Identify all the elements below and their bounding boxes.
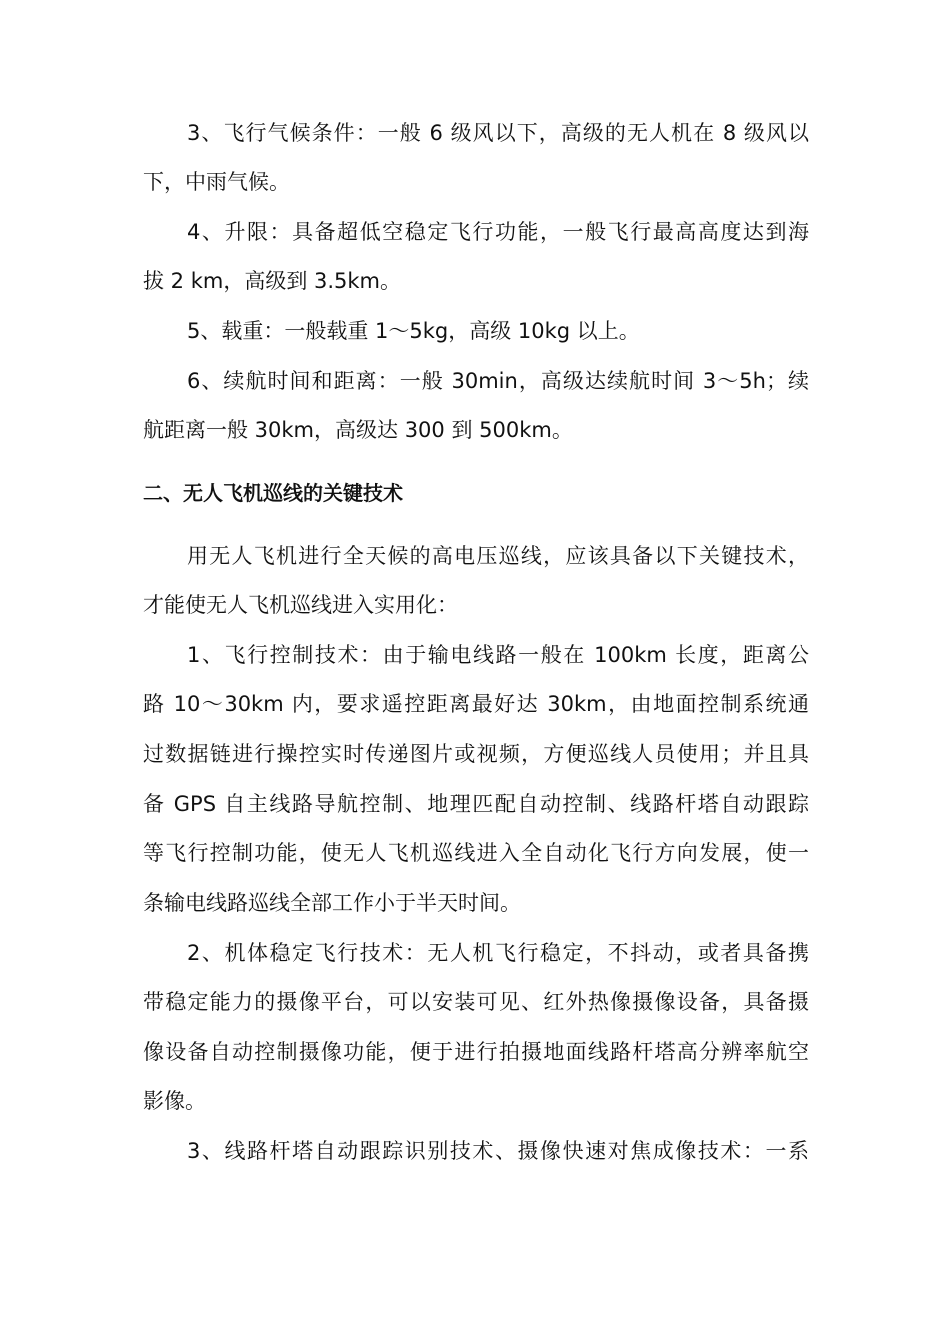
text-line: 影像。 [143,1089,206,1113]
text-line: 带稳定能力的摄像平台，可以安装可见、红外热像摄像设备，具备摄 [143,990,809,1014]
text-line: 1、飞行控制技术：由于输电线路一般在 100km 长度，距离公 [187,643,809,667]
text-line: 航距离一般 30km，高级达 300 到 500km。 [143,418,573,442]
text-line: 下，中雨气候。 [143,170,290,194]
text-line: 2、机体稳定飞行技术：无人机飞行稳定，不抖动，或者具备携 [187,941,809,965]
text-line: 条输电线路巡线全部工作小于半天时间。 [143,891,521,915]
text-line: 才能使无人飞机巡线进入实用化： [143,593,458,617]
text-line: 路 10～30km 内，要求遥控距离最好达 30km，由地面控制系统通 [143,692,809,716]
text-line: 用无人飞机进行全天候的高电压巡线，应该具备以下关键技术， [187,544,809,568]
text-line: 拔 2 km，高级到 3.5km。 [143,269,402,293]
text-line: 像设备自动控制摄像功能，便于进行拍摄地面线路杆塔高分辨率航空 [143,1040,809,1064]
text-line: 过数据链进行操控实时传递图片或视频，方便巡线人员使用；并且具 [143,742,809,766]
section-heading: 二、无人飞机巡线的关键技术 [143,481,403,505]
text-line: 6、续航时间和距离：一般 30min，高级达续航时间 3～5h；续 [187,369,809,393]
text-line: 3、线路杆塔自动跟踪识别技术、摄像快速对焦成像技术：一系 [187,1139,809,1163]
text-line: 5、载重：一般载重 1～5kg，高级 10kg 以上。 [187,319,640,343]
text-line: 4、升限：具备超低空稳定飞行功能，一般飞行最高高度达到海 [187,220,809,244]
text-line: 3、飞行气候条件：一般 6 级风以下，高级的无人机在 8 级风以 [187,121,809,145]
text-line: 等飞行控制功能，使无人飞机巡线进入全自动化飞行方向发展，使一 [143,841,809,865]
text-line: 备 GPS 自主线路导航控制、地理匹配自动控制、线路杆塔自动跟踪 [143,792,809,816]
